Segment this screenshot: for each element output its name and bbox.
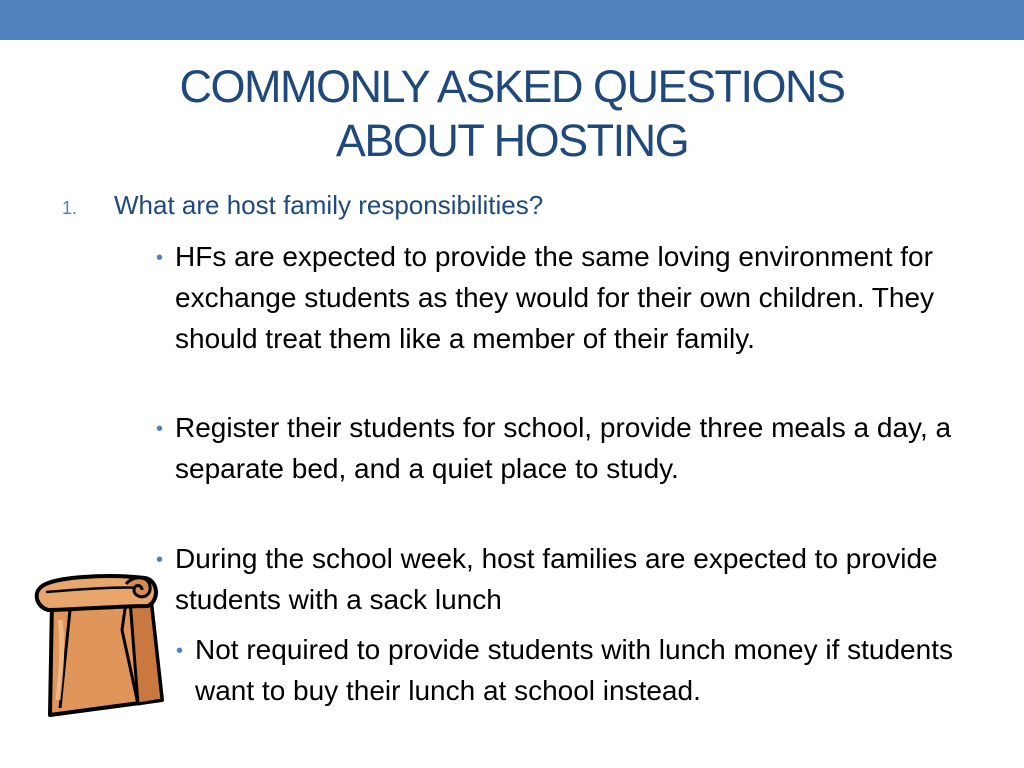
question-item	[62, 190, 543, 226]
paper-lunch-bag-icon	[30, 570, 170, 720]
sub-bullet-item	[176, 629, 985, 711]
bullet-text: Register their students for school, provide three meals a day, a separate bed, and a quiet place to study.	[175, 412, 952, 484]
bullet-text: During the school week, host families are expected to provide students with a sack lunch	[175, 543, 938, 615]
title-line-1: COMMONLY ASKED QUESTIONS	[179, 61, 845, 112]
bullet-dot: •	[156, 549, 164, 571]
top-accent-bar	[0, 0, 1024, 40]
question-text: What are host family responsibilities?	[114, 190, 544, 220]
sub-bullet-text: Not required to provide students with lunch money if students want to buy their lunch at school instead.	[195, 634, 953, 706]
bullet-item	[156, 407, 975, 489]
bullet-text: HFs are expected to provide the same loving environment for exchange students as they would for their own children. They should treat them like a member of their family.	[175, 241, 935, 354]
bullet-item	[156, 236, 975, 359]
slide-title	[60, 60, 964, 168]
bullet-dot: •	[156, 247, 164, 269]
bullet-dot: •	[156, 418, 164, 440]
title-line-2: ABOUT HOSTING	[335, 115, 689, 166]
bullet-dot: •	[176, 640, 184, 662]
bullet-item	[156, 538, 975, 620]
question-number: 1.	[62, 198, 78, 218]
